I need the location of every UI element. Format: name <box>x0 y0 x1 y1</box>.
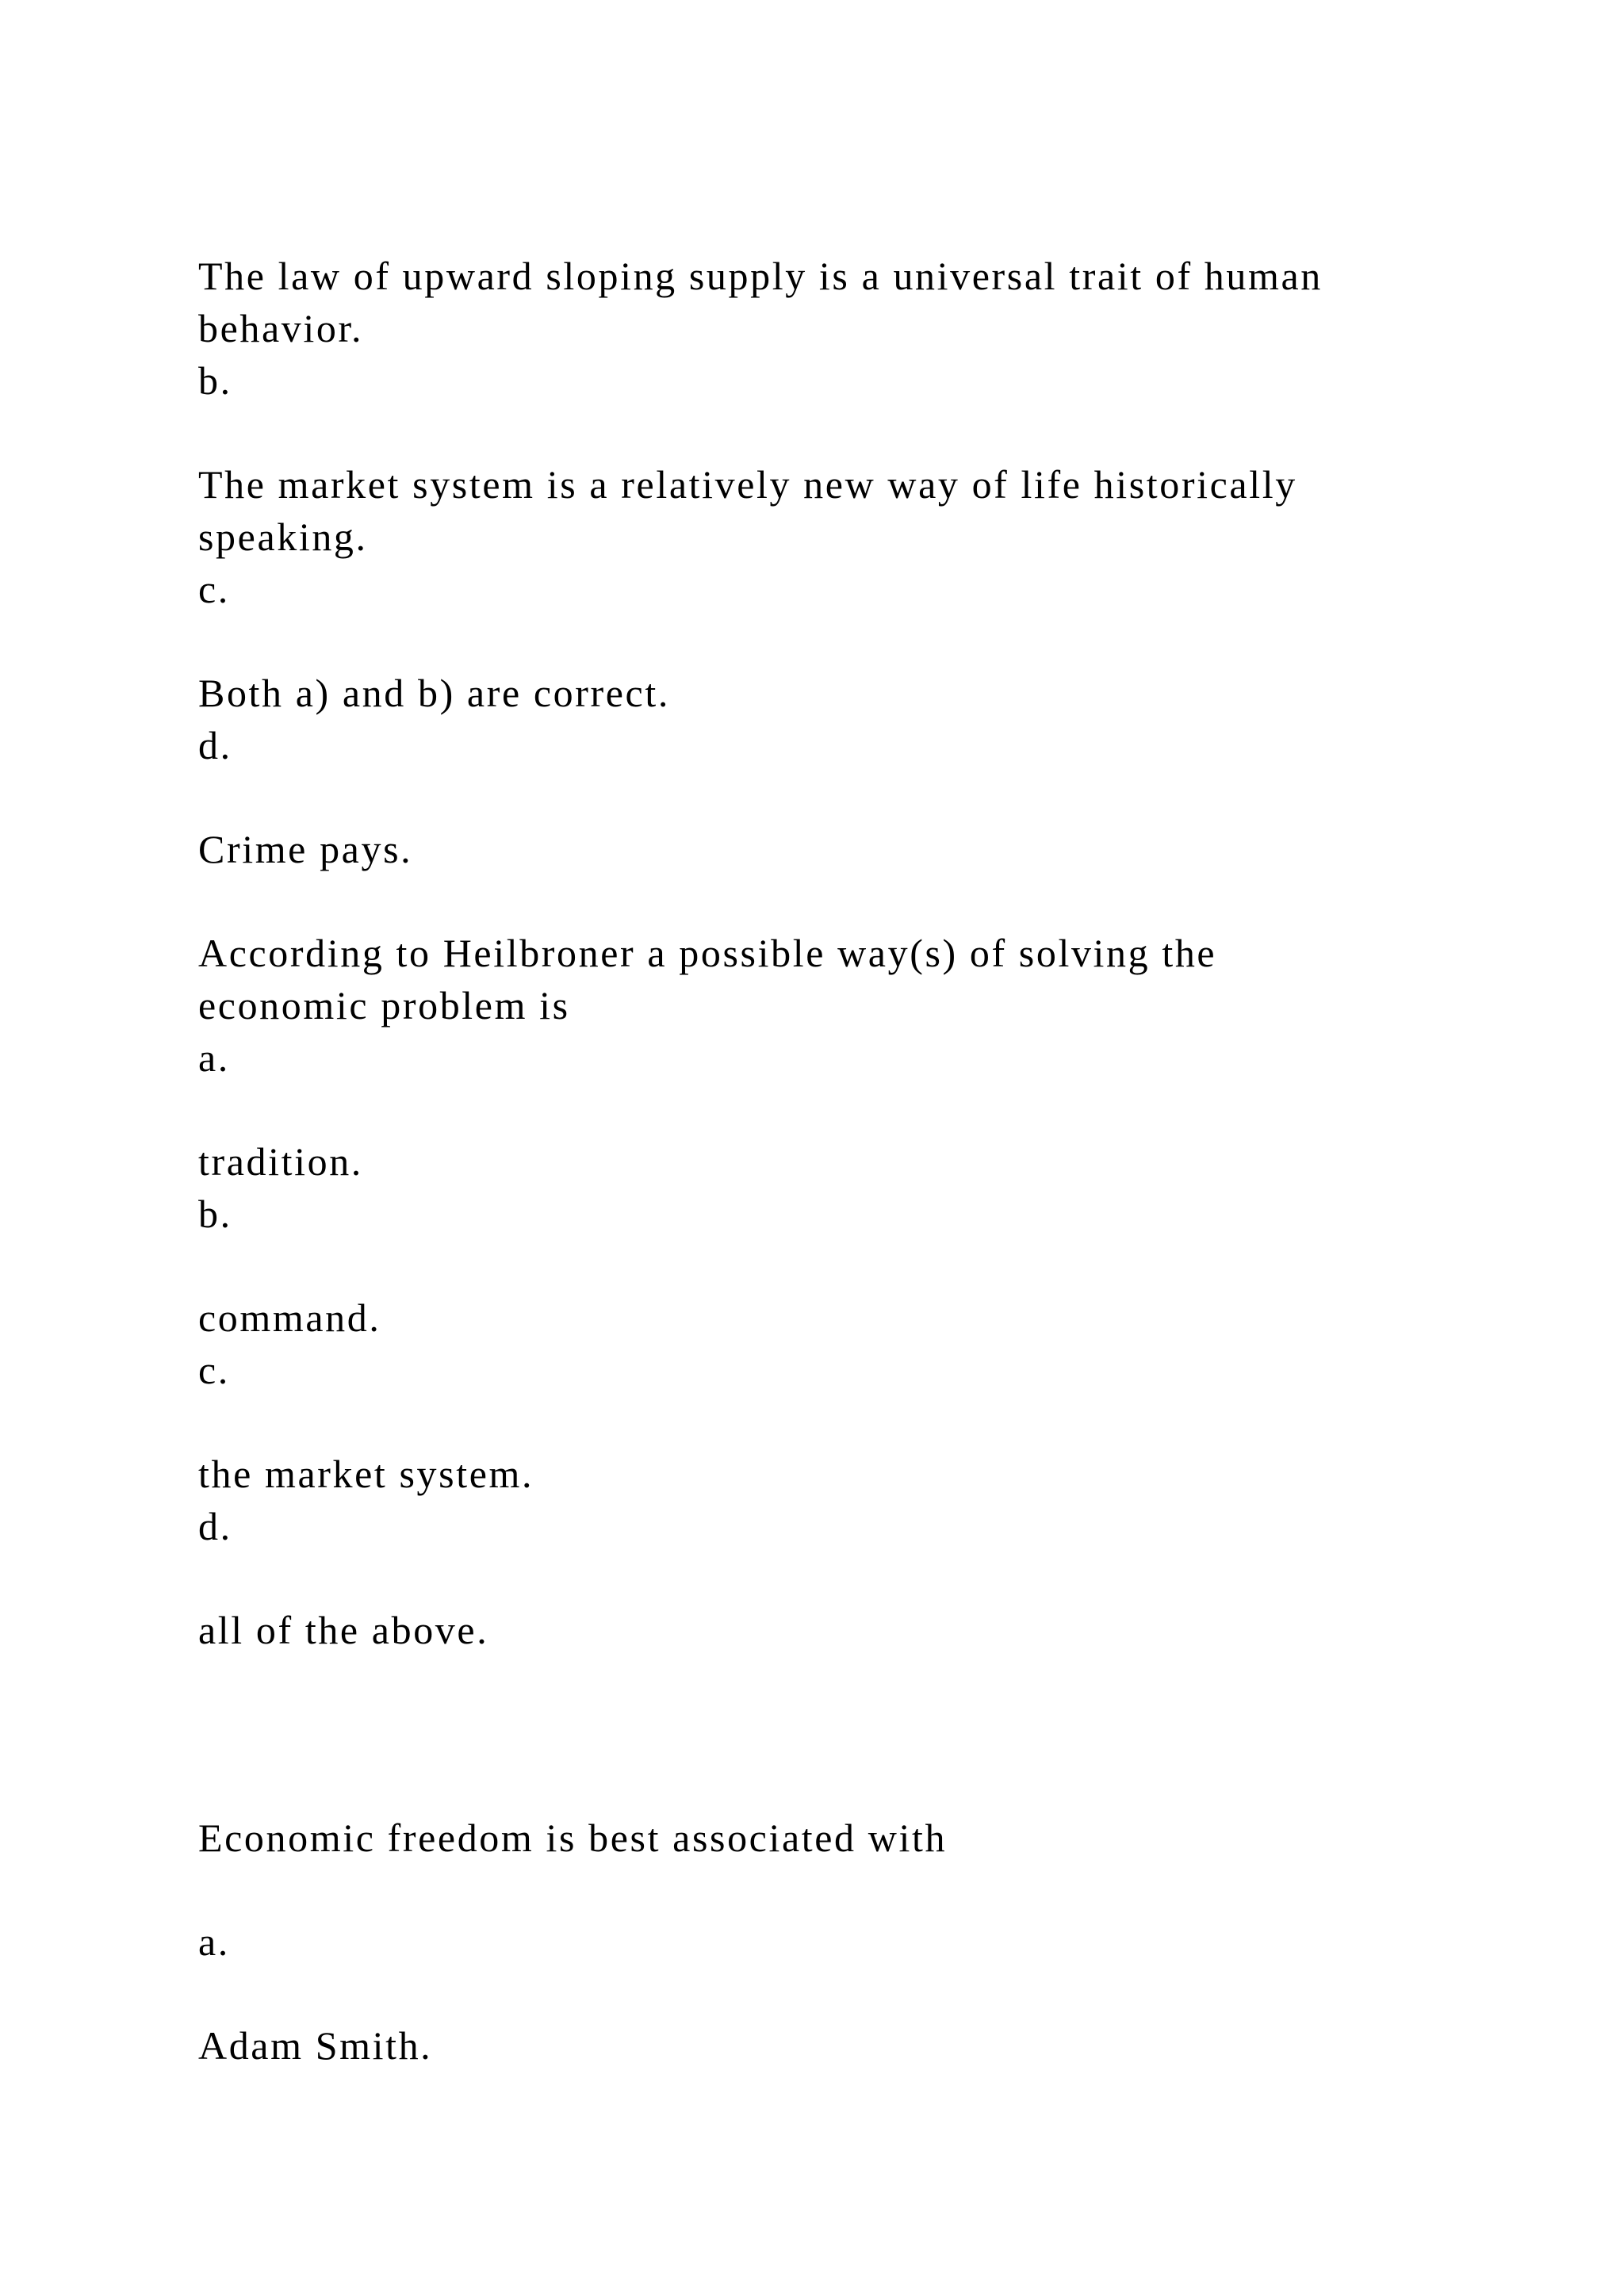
option-letter: d. <box>198 723 232 767</box>
option-text-line: the market system. <box>198 1452 534 1496</box>
option-text-line: Both a) and b) are correct. <box>198 671 670 715</box>
option-letter: a. <box>198 1035 230 1080</box>
option-letter: c. <box>198 1348 230 1392</box>
option-text-line: Crime pays. <box>198 827 413 871</box>
option-letter: a. <box>198 1919 230 1964</box>
option-text-line: tradition. <box>198 1139 363 1184</box>
option-text-line: The market system is a relatively new way of life historically <box>198 462 1297 507</box>
question-text-line: economic problem is <box>198 983 570 1027</box>
option-letter: d. <box>198 1504 232 1548</box>
option-text-line: speaking. <box>198 515 368 559</box>
option-letter: b. <box>198 358 232 403</box>
option-text-line: Adam Smith. <box>198 2023 433 2068</box>
question-text-line: behavior. <box>198 306 364 350</box>
option-letter: c. <box>198 567 230 611</box>
question-text-line: Economic freedom is best associated with <box>198 1816 948 1860</box>
question-text-line: According to Heilbroner a possible way(s) of solving the <box>198 931 1217 975</box>
option-text-line: all of the above. <box>198 1608 489 1652</box>
option-text-line: command. <box>198 1295 381 1340</box>
option-letter: b. <box>198 1192 232 1236</box>
question-text-line: The law of upward sloping supply is a universal trait of human <box>198 254 1323 298</box>
